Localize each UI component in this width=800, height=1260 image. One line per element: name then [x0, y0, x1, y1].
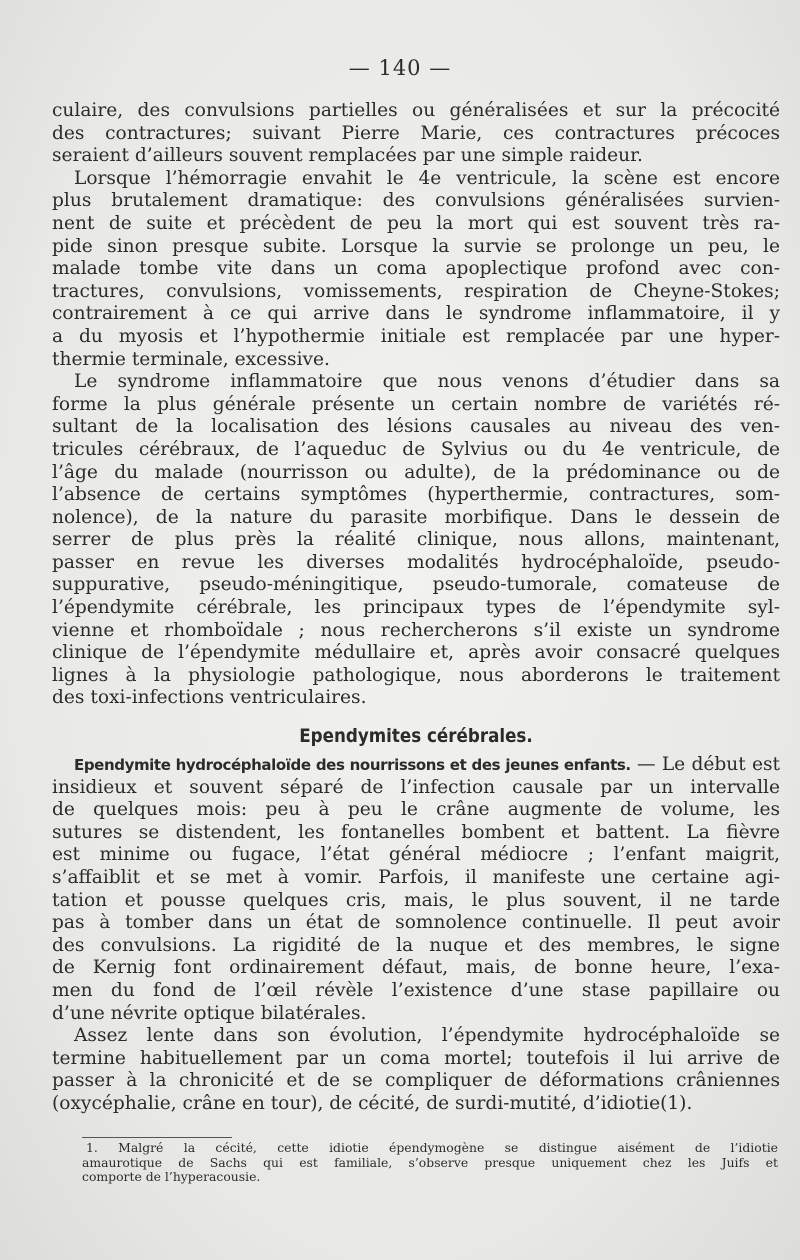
footnotes [82, 1141, 778, 1185]
footnote-rule [82, 1137, 232, 1138]
subheading: Ependymite hydrocéphaloïde des nourrissons et des jeunes enfants. [74, 756, 631, 775]
text-line: tricules cérébraux, de l’aqueduc de Sylvius ou du 4e ventricule, de [52, 438, 780, 460]
page-number: — 140 — [348, 56, 452, 80]
text-line: thermie terminale, excessive. [52, 348, 330, 370]
text-line: (oxycéphalie, crâne en tour), de cécité, de surdi-mutité, d’idiotie(1). [52, 1092, 693, 1114]
text-line: clinique de l’épendymite médullaire et, après avoir consacré quelques [52, 642, 780, 664]
text-line: s’affaiblit et se met à vomir. Parfois, il manifeste une certaine agi- [52, 867, 780, 888]
text-line: des contractures; suivant Pierre Marie, ces contractures précoces [52, 122, 780, 144]
text-line: tractures, convulsions, vomissements, respiration de Cheyne-Stokes; [52, 280, 780, 302]
text-line: men du fond de l’œil révèle l’existence d’une stase papillaire ou [52, 979, 780, 1001]
text-line: de Kernig font ordinairement défaut, mais, de bonne heure, l’exa- [52, 957, 780, 979]
text-line: culaire, des convulsions partielles ou généralisées et sur la précocité [52, 100, 780, 121]
text-line: nent de suite et précèdent de peu la mort qui est souvent très ra- [52, 212, 780, 234]
text-line: l’âge du malade (nourrisson ou adulte), de la prédominance ou de [52, 461, 780, 483]
footnote-line: 1. Malgré la cécité, cette idiotie épendymogène se distingue aisément de l’idiotie [86, 1140, 778, 1155]
text-line: suppurative, pseudo-méningitique, pseudo-tumorale, comateuse de [52, 574, 780, 596]
subheading-continuation: — Le début est [630, 754, 780, 776]
text-line: termine habituellement par un coma mortel; toutefois il lui arrive de [52, 1047, 780, 1069]
text-line: malade tombe vite dans un coma apoplectique profond avec con- [52, 258, 780, 280]
text-line: lignes à la physiologie pathologique, nous aborderons le traitement [52, 664, 780, 686]
text-line: vienne et rhomboïdale ; nous rechercherons s’il existe un syndrome [52, 619, 780, 641]
text-line: tation et pousse quelques cris, mais, le plus souvent, il ne tarde [52, 889, 780, 911]
text-line: des toxi-infections ventriculaires. [52, 687, 367, 709]
text-line: sultant de la localisation des lésions causales au niveau des ven- [52, 416, 780, 438]
text-line: Le syndrome inflammatoire que nous venons d’étudier dans sa [74, 371, 780, 393]
text-line: nolence), de la nature du parasite morbifique. Dans le dessein de [52, 506, 780, 528]
text-line: Lorsque l’hémorragie envahit le 4e ventricule, la scène est encore [74, 167, 780, 189]
footnote-line: amaurotique de Sachs qui est familiale, s’observe presque uniquement chez les Juifs et [82, 1154, 778, 1170]
text-line: l’absence de certains symptômes (hyperthermie, contractures, som- [52, 484, 780, 506]
text-line: forme la plus générale présente un certain nombre de variétés ré- [52, 393, 780, 415]
text-line: l’épendymite cérébrale, les principaux types de l’épendymite syl- [52, 597, 780, 619]
text-line: des convulsions. La rigidité de la nuque et des membres, le signe [52, 934, 780, 956]
text-line: Assez lente dans son évolution, l’épendymite hydrocéphaloïde se [74, 1025, 780, 1047]
text-line: plus brutalement dramatique: des convulsions généralisées survien- [52, 190, 780, 212]
text-line: seraient d’ailleurs souvent remplacées par une simple raideur. [52, 145, 643, 167]
subheading-line [52, 754, 780, 777]
text-line: est minime ou fugace, l’état général médiocre ; l’enfant maigrit, [52, 844, 780, 866]
body-text [52, 100, 780, 1116]
text-line: a du myosis et l’hypothermie initiale est remplacée par une hyper- [52, 325, 780, 347]
section-heading: Ependymites cérébrales. [299, 725, 533, 748]
text-line: insidieux et souvent séparé de l’infection causale par un intervalle [52, 776, 780, 798]
text-line: de quelques mois: peu à peu le crâne augmente de volume, les [52, 799, 780, 821]
text-line: passer en revue les diverses modalités hydrocéphaloïde, pseudo- [52, 551, 780, 573]
text-line: sutures se distendent, les fontanelles bombent et battent. La fièvre [52, 821, 780, 843]
text-line: pide sinon presque subite. Lorsque la survie se prolonge un peu, le [52, 235, 780, 257]
text-line: passer à la chronicité et de se compliquer de déformations crâniennes [52, 1070, 780, 1092]
text-line: contrairement à ce qui arrive dans le syndrome inflammatoire, il y [52, 303, 780, 325]
text-line: pas à tomber dans un état de somnolence continuelle. Il peut avoir [52, 912, 780, 934]
footnote-line: comporte de l’hyperacousie. [82, 1169, 261, 1185]
text-line: serrer de plus près la réalité clinique, nous allons, maintenant, [52, 529, 780, 551]
text-line: d’une névrite optique bilatérales. [52, 1002, 367, 1024]
